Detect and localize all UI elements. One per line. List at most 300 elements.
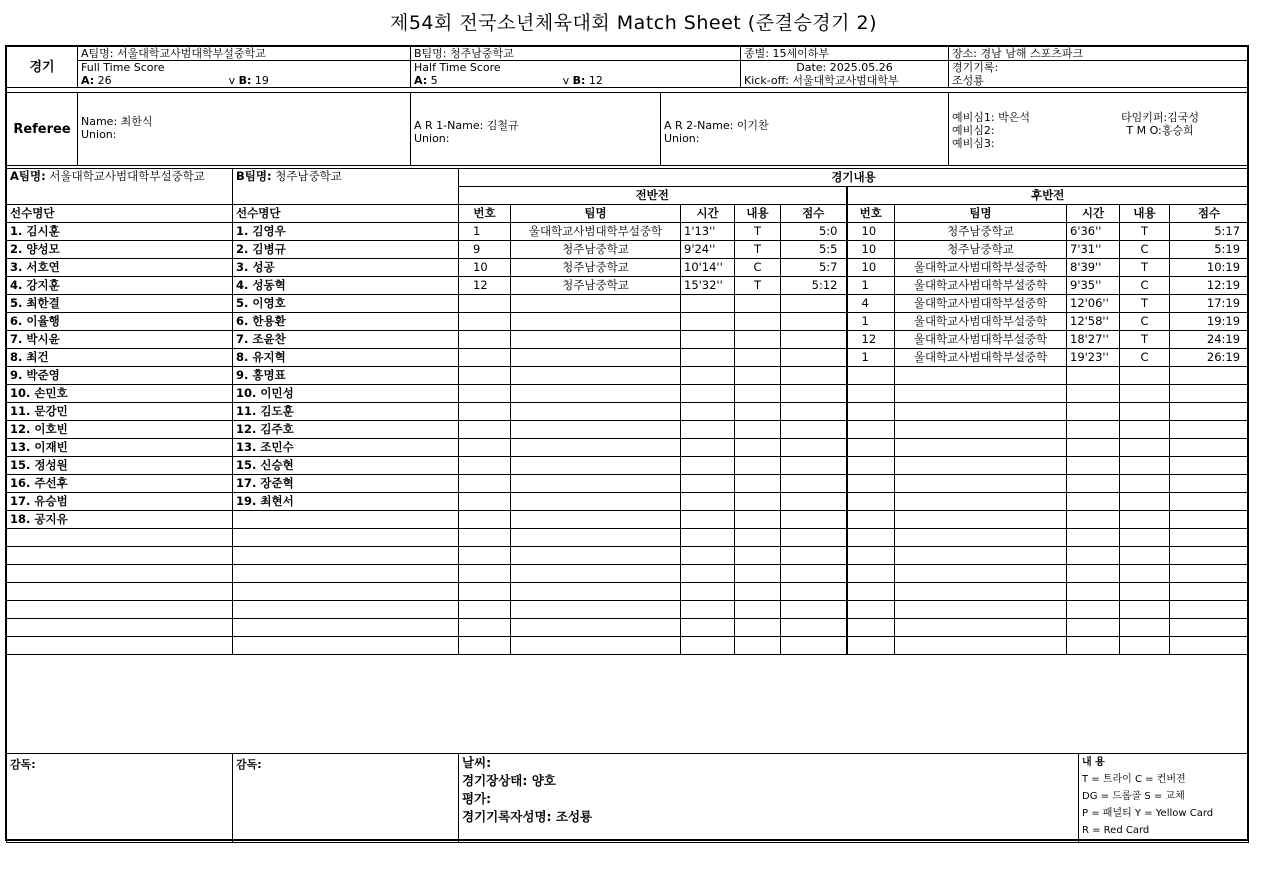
- second-half-time: [1067, 565, 1120, 583]
- second-half-content: [1120, 529, 1170, 547]
- second-half-no: [847, 475, 895, 493]
- referee-label: Referee: [7, 93, 78, 166]
- recorder-signature: 경기기록자성명: 조성룡: [462, 809, 593, 824]
- ft-score-a: 26: [97, 74, 112, 87]
- first-half-score: [781, 583, 847, 601]
- second-half-content: C: [1120, 241, 1170, 259]
- second-half-no: [847, 439, 895, 457]
- second-half-content: [1120, 601, 1170, 619]
- first-half-score: 5:7: [781, 259, 847, 277]
- legend-title: 내 용: [1082, 757, 1105, 768]
- ar1-union: Union:: [414, 132, 450, 145]
- first-half-score: [781, 367, 847, 385]
- player-b: 3. 성공: [233, 259, 459, 277]
- table-row: [7, 223, 1249, 241]
- player-b: [233, 547, 459, 565]
- col-time-2: 시간: [1067, 205, 1120, 223]
- b-team-header-name: 청주남중학교: [275, 169, 342, 183]
- first-half-time: [681, 385, 735, 403]
- first-half-team: [511, 547, 681, 565]
- col-score-2: 점수: [1170, 205, 1249, 223]
- second-half-no: 1: [847, 313, 895, 331]
- footer-block: [6, 753, 1249, 843]
- first-half-content: [735, 349, 781, 367]
- second-half-score: 24:19: [1170, 331, 1249, 349]
- player-a: [7, 565, 233, 583]
- first-half-team: [511, 475, 681, 493]
- second-half-score: [1170, 511, 1249, 529]
- second-half-content: [1120, 547, 1170, 565]
- player-b: 17. 장준혁: [233, 475, 459, 493]
- second-half-time: 9'35'': [1067, 277, 1120, 295]
- first-half-team: 청주남중학교: [511, 277, 681, 295]
- first-half-no: [459, 439, 511, 457]
- first-half-no: [459, 331, 511, 349]
- team-b-name: B팀명: 청주남중학교: [411, 47, 741, 61]
- second-half-content: [1120, 457, 1170, 475]
- player-a: 4. 강지훈: [7, 277, 233, 295]
- second-half-score: 12:19: [1170, 277, 1249, 295]
- first-half-no: 9: [459, 241, 511, 259]
- first-half-score: [781, 313, 847, 331]
- first-half-team: 울대학교사범대학부설중학: [511, 223, 681, 241]
- first-half-team: [511, 313, 681, 331]
- match-notes: [459, 754, 1079, 843]
- table-row: [7, 493, 1249, 511]
- second-half-no: [847, 637, 895, 655]
- second-half-no: 12: [847, 331, 895, 349]
- referee-name: Name: 최한식: [81, 115, 153, 128]
- first-half-time: 9'24'': [681, 241, 735, 259]
- first-half-team: [511, 439, 681, 457]
- player-a: 1. 김시훈: [7, 223, 233, 241]
- player-b: 6. 한용환: [233, 313, 459, 331]
- col-no-1: 번호: [459, 205, 511, 223]
- player-b: 15. 신승현: [233, 457, 459, 475]
- first-half-time: [681, 601, 735, 619]
- table-row: [7, 367, 1249, 385]
- second-half-no: [847, 529, 895, 547]
- player-b: 7. 조윤찬: [233, 331, 459, 349]
- player-b: [233, 619, 459, 637]
- second-half-no: [847, 547, 895, 565]
- second-half-no: [847, 403, 895, 421]
- second-half-time: [1067, 547, 1120, 565]
- player-a: [7, 529, 233, 547]
- first-half-time: [681, 475, 735, 493]
- player-a: 11. 문강민: [7, 403, 233, 421]
- first-half-content: [735, 403, 781, 421]
- second-half-content: [1120, 439, 1170, 457]
- first-half-time: [681, 619, 735, 637]
- player-b: 9. 홍명표: [233, 367, 459, 385]
- first-half-content: T: [735, 241, 781, 259]
- second-half-team: [895, 367, 1067, 385]
- first-half-team: [511, 349, 681, 367]
- first-half-no: 10: [459, 259, 511, 277]
- first-half-time: [681, 331, 735, 349]
- second-half-content: T: [1120, 295, 1170, 313]
- table-row: [7, 475, 1249, 493]
- first-half-score: [781, 637, 847, 655]
- rating: 평가:: [462, 791, 492, 806]
- second-half-team: 울대학교사범대학부설중학: [895, 313, 1067, 331]
- record-label: 경기기록:: [949, 61, 1249, 75]
- coach-b: 감독:: [233, 754, 459, 843]
- second-half-content: C: [1120, 277, 1170, 295]
- table-row: [7, 277, 1249, 295]
- tmo: T M O:홍승희: [1126, 124, 1194, 137]
- second-half-team: [895, 565, 1067, 583]
- first-half-team: [511, 385, 681, 403]
- first-half-no: [459, 619, 511, 637]
- second-half-team: 울대학교사범대학부설중학: [895, 331, 1067, 349]
- first-half-team: [511, 421, 681, 439]
- second-half-score: [1170, 403, 1249, 421]
- first-half-score: [781, 349, 847, 367]
- table-row: [7, 385, 1249, 403]
- second-half-no: [847, 367, 895, 385]
- first-half-team: [511, 511, 681, 529]
- first-half-time: [681, 295, 735, 313]
- first-half-score: 5:5: [781, 241, 847, 259]
- first-half-content: [735, 331, 781, 349]
- roster-label-a: 선수명단: [7, 205, 233, 223]
- first-half-time: [681, 421, 735, 439]
- second-half-no: [847, 619, 895, 637]
- first-half-no: [459, 583, 511, 601]
- first-half-score: [781, 331, 847, 349]
- player-b: [233, 565, 459, 583]
- player-b: 2. 김병규: [233, 241, 459, 259]
- second-half-score: 5:19: [1170, 241, 1249, 259]
- second-half-score: [1170, 637, 1249, 655]
- second-half-no: 10: [847, 241, 895, 259]
- first-half-time: [681, 511, 735, 529]
- first-half-no: [459, 349, 511, 367]
- ar1-name: A R 1-Name: 김철규: [414, 119, 519, 132]
- second-half-time: [1067, 583, 1120, 601]
- second-half-team: [895, 619, 1067, 637]
- player-a: 13. 이재빈: [7, 439, 233, 457]
- coach-a: 감독:: [7, 754, 233, 843]
- player-b: [233, 511, 459, 529]
- first-half-content: [735, 439, 781, 457]
- second-half-score: 17:19: [1170, 295, 1249, 313]
- table-row: [7, 439, 1249, 457]
- first-half-content: [735, 457, 781, 475]
- second-half-score: 5:17: [1170, 223, 1249, 241]
- first-half-no: [459, 601, 511, 619]
- first-half-time: 1'13'': [681, 223, 735, 241]
- first-half-team: [511, 331, 681, 349]
- first-half-score: [781, 403, 847, 421]
- first-half-team: [511, 493, 681, 511]
- a-team-header: A팀명: 서울대학교사범대학부설중학교: [7, 169, 233, 205]
- table-row: [7, 583, 1249, 601]
- second-half-content: [1120, 403, 1170, 421]
- roster-label-b: 선수명단: [233, 205, 459, 223]
- pitch-condition: 경기장상태: 양호: [462, 773, 556, 788]
- table-row: [7, 601, 1249, 619]
- first-half-no: [459, 565, 511, 583]
- second-half-team: [895, 637, 1067, 655]
- first-half-content: [735, 295, 781, 313]
- table-row: [7, 565, 1249, 583]
- first-half-team: [511, 619, 681, 637]
- second-half-no: [847, 421, 895, 439]
- second-half-no: 10: [847, 259, 895, 277]
- match-header: [6, 46, 1249, 88]
- first-half-content: [735, 367, 781, 385]
- first-half-content: [735, 511, 781, 529]
- first-half-content: [735, 583, 781, 601]
- table-row: [7, 313, 1249, 331]
- legend: [1079, 754, 1249, 843]
- player-b: 12. 김주호: [233, 421, 459, 439]
- second-half-score: [1170, 493, 1249, 511]
- player-b: 4. 성동혁: [233, 277, 459, 295]
- first-half-no: [459, 457, 511, 475]
- second-half-team: [895, 583, 1067, 601]
- second-half-time: [1067, 385, 1120, 403]
- half-time-label: Half Time Score: [411, 61, 741, 75]
- legend-line-1: T = 트라이 C = 컨버젼: [1082, 774, 1186, 785]
- second-half-no: [847, 565, 895, 583]
- first-half-team: [511, 565, 681, 583]
- second-half-score: [1170, 529, 1249, 547]
- first-half-score: [781, 295, 847, 313]
- player-a: 15. 정성원: [7, 457, 233, 475]
- second-half-content: [1120, 475, 1170, 493]
- second-half-score: 10:19: [1170, 259, 1249, 277]
- second-half-no: 4: [847, 295, 895, 313]
- first-half-no: [459, 313, 511, 331]
- second-half-time: [1067, 403, 1120, 421]
- second-half-content: T: [1120, 259, 1170, 277]
- first-half-team: [511, 403, 681, 421]
- ht-score-a: 5: [430, 74, 438, 87]
- second-half-score: 26:19: [1170, 349, 1249, 367]
- player-a: [7, 637, 233, 655]
- player-a: 3. 서호연: [7, 259, 233, 277]
- first-half-time: [681, 637, 735, 655]
- second-half-score: [1170, 583, 1249, 601]
- second-half-content: [1120, 367, 1170, 385]
- scoring-table: [6, 168, 1249, 655]
- weather: 날씨:: [462, 755, 492, 770]
- first-half-time: [681, 367, 735, 385]
- reserve-3: 예비심3:: [952, 137, 995, 150]
- first-half-time: [681, 583, 735, 601]
- referee-block: [6, 92, 1249, 166]
- legend-line-4: R = Red Card: [1082, 825, 1150, 836]
- kickoff: Kick-off: 서울대학교사범대학부: [741, 74, 949, 88]
- reserve-1: 예비심1: 박은석: [952, 111, 1030, 124]
- second-half-time: [1067, 475, 1120, 493]
- first-half-time: [681, 457, 735, 475]
- first-half-time: [681, 403, 735, 421]
- first-half-no: [459, 529, 511, 547]
- col-no-2: 번호: [847, 205, 895, 223]
- second-half-team: [895, 457, 1067, 475]
- reserve-2: 예비심2:: [952, 124, 995, 137]
- first-half-content: [735, 385, 781, 403]
- table-row: [7, 241, 1249, 259]
- a-team-header-name: 서울대학교사범대학부설중학교: [49, 169, 205, 183]
- first-half-content: [735, 493, 781, 511]
- second-half-score: [1170, 421, 1249, 439]
- first-half-time: [681, 493, 735, 511]
- team-a-name: A팀명: 서울대학교사범대학부설중학교: [78, 47, 411, 61]
- ar2-union: Union:: [664, 132, 700, 145]
- player-b: [233, 529, 459, 547]
- player-b: 1. 김영우: [233, 223, 459, 241]
- second-half-no: [847, 583, 895, 601]
- second-half-score: [1170, 565, 1249, 583]
- first-half-no: [459, 367, 511, 385]
- second-half-team: [895, 475, 1067, 493]
- first-half-team: [511, 637, 681, 655]
- first-half-team: 청주남중학교: [511, 241, 681, 259]
- second-half-time: [1067, 367, 1120, 385]
- venue: 장소: 경남 남해 스포츠파크: [949, 47, 1249, 61]
- half-time-score: A: 5 v B: 12: [411, 74, 741, 88]
- first-half-team: [511, 457, 681, 475]
- table-row: [7, 547, 1249, 565]
- second-half-team: [895, 493, 1067, 511]
- col-content-2: 내용: [1120, 205, 1170, 223]
- first-half-content: [735, 601, 781, 619]
- table-row: [7, 637, 1249, 655]
- second-half-content: T: [1120, 223, 1170, 241]
- first-half-score: [781, 565, 847, 583]
- second-half-time: [1067, 439, 1120, 457]
- table-row: [7, 295, 1249, 313]
- table-row: [7, 331, 1249, 349]
- player-b: 19. 최현서: [233, 493, 459, 511]
- second-half-content: [1120, 619, 1170, 637]
- recorder-name: 조성룡: [949, 74, 1249, 88]
- player-b: 8. 유지혁: [233, 349, 459, 367]
- first-half-content: [735, 529, 781, 547]
- player-a: 9. 박준영: [7, 367, 233, 385]
- second-half-team: [895, 511, 1067, 529]
- second-half-no: [847, 511, 895, 529]
- second-half-content: [1120, 565, 1170, 583]
- first-half-no: [459, 403, 511, 421]
- first-half-score: [781, 439, 847, 457]
- second-half-content: [1120, 583, 1170, 601]
- first-half-team: [511, 367, 681, 385]
- second-half-team: [895, 547, 1067, 565]
- player-b: 10. 이민성: [233, 385, 459, 403]
- legend-line-2: DG = 드롭골 S = 교체: [1082, 791, 1185, 802]
- first-half-score: [781, 511, 847, 529]
- player-a: [7, 547, 233, 565]
- second-half-time: [1067, 493, 1120, 511]
- table-row: [7, 511, 1249, 529]
- referee-union: Union:: [81, 128, 117, 141]
- first-half-time: [681, 529, 735, 547]
- second-half-time: [1067, 529, 1120, 547]
- first-half-no: [459, 295, 511, 313]
- first-half-content: [735, 565, 781, 583]
- first-half-time: [681, 349, 735, 367]
- second-half-no: 10: [847, 223, 895, 241]
- second-half-team: 청주남중학교: [895, 223, 1067, 241]
- player-a: 5. 최한결: [7, 295, 233, 313]
- first-half-team: [511, 529, 681, 547]
- first-half-score: [781, 475, 847, 493]
- content-label: 경기내용: [459, 169, 1249, 187]
- second-half-score: [1170, 547, 1249, 565]
- second-half-time: 6'36'': [1067, 223, 1120, 241]
- second-half-content: [1120, 637, 1170, 655]
- player-a: 17. 유승범: [7, 493, 233, 511]
- second-half-team: [895, 385, 1067, 403]
- game-label: 경기: [7, 47, 78, 88]
- col-score-1: 점수: [781, 205, 847, 223]
- player-a: 7. 박시윤: [7, 331, 233, 349]
- ar2-info: [661, 93, 949, 166]
- first-half-content: T: [735, 277, 781, 295]
- first-half-score: [781, 547, 847, 565]
- first-half-no: [459, 511, 511, 529]
- match-date: Date: 2025.05.26: [741, 61, 949, 75]
- full-time-score: A: 26 v B: 19: [78, 74, 411, 88]
- first-half-no: [459, 385, 511, 403]
- second-half-team: [895, 403, 1067, 421]
- first-half-score: 5:12: [781, 277, 847, 295]
- first-half-content: [735, 313, 781, 331]
- first-half-team: [511, 601, 681, 619]
- second-half-content: T: [1120, 331, 1170, 349]
- first-half-content: [735, 421, 781, 439]
- first-half-no: [459, 547, 511, 565]
- second-half-team: [895, 421, 1067, 439]
- first-half-time: [681, 313, 735, 331]
- first-half-time: 15'32'': [681, 277, 735, 295]
- second-half-score: [1170, 475, 1249, 493]
- ar2-name: A R 2-Name: 이기찬: [664, 119, 769, 132]
- player-a: 2. 양성모: [7, 241, 233, 259]
- second-half-team: 울대학교사범대학부설중학: [895, 295, 1067, 313]
- first-half-team: [511, 583, 681, 601]
- second-half-team: [895, 601, 1067, 619]
- first-half-content: [735, 619, 781, 637]
- table-row: [7, 619, 1249, 637]
- col-time-1: 시간: [681, 205, 735, 223]
- second-half-no: [847, 385, 895, 403]
- second-half-content: [1120, 385, 1170, 403]
- second-half-time: 18'27'': [1067, 331, 1120, 349]
- player-a: 18. 공지유: [7, 511, 233, 529]
- player-b: 13. 조민수: [233, 439, 459, 457]
- second-half-score: 19:19: [1170, 313, 1249, 331]
- second-half-team: [895, 439, 1067, 457]
- first-half-score: [781, 619, 847, 637]
- player-a: 12. 이호빈: [7, 421, 233, 439]
- table-row: [7, 349, 1249, 367]
- category: 종별: 15세이하부: [741, 47, 949, 61]
- second-half-score: [1170, 457, 1249, 475]
- second-half-team: 울대학교사범대학부설중학: [895, 277, 1067, 295]
- table-row: [7, 421, 1249, 439]
- first-half-no: [459, 421, 511, 439]
- second-half-team: [895, 529, 1067, 547]
- player-b: [233, 601, 459, 619]
